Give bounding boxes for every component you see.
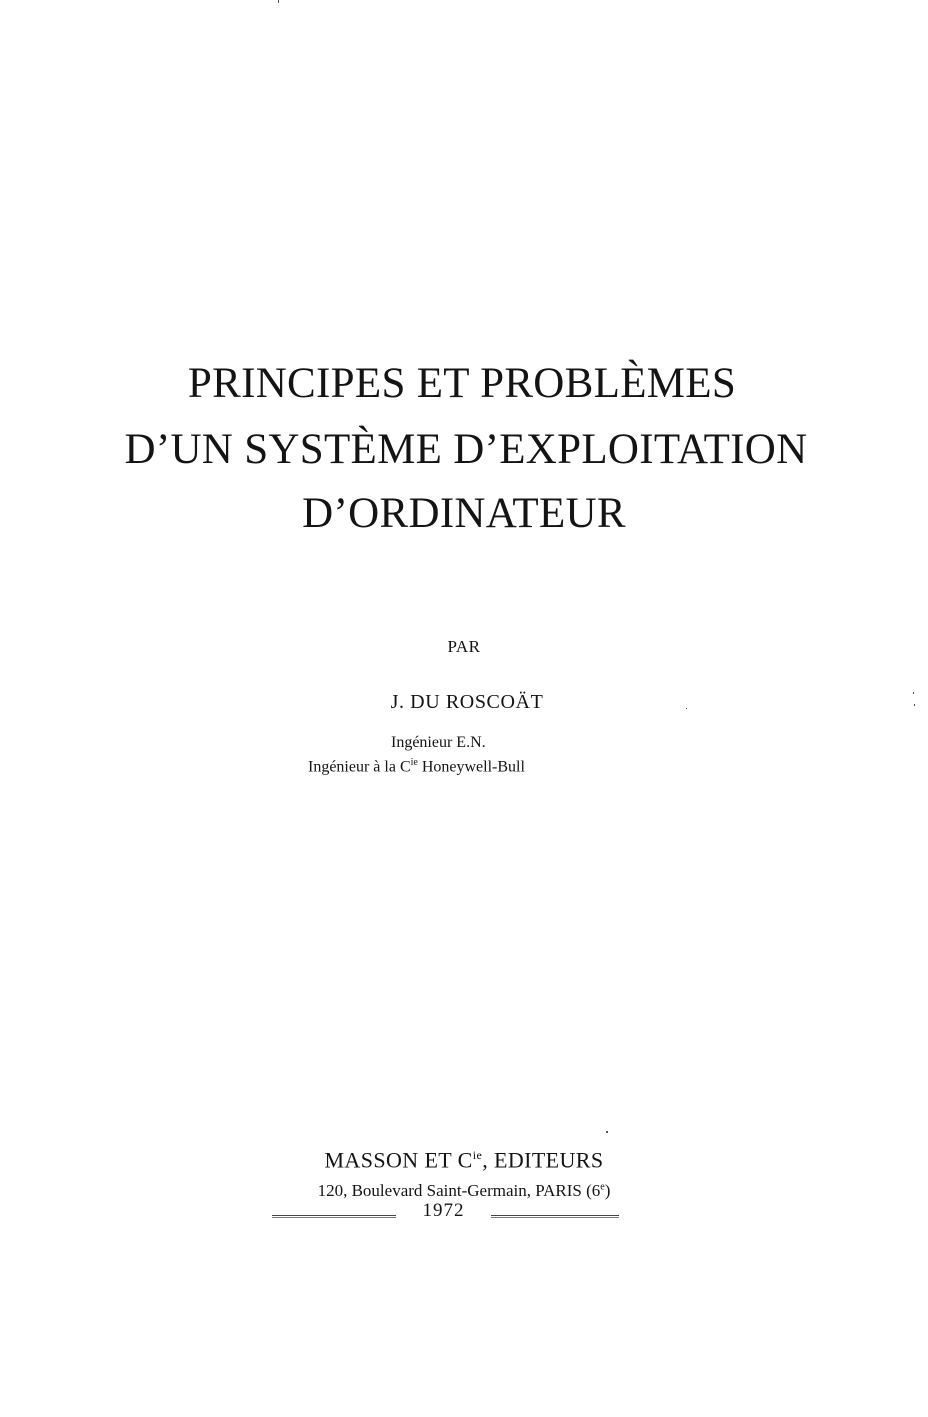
divider-right bbox=[491, 1215, 619, 1218]
publisher-name-superscript: ie bbox=[472, 1148, 483, 1162]
scan-speck bbox=[913, 692, 914, 694]
divider-left bbox=[272, 1215, 396, 1218]
author-name: J. DU ROSCOÄT bbox=[390, 691, 544, 713]
title-line-1: PRINCIPES ET PROBLÈMES bbox=[187, 360, 737, 407]
publisher-name bbox=[0, 1149, 928, 1171]
title-line-2: D’UN SYSTÈME D’EXPLOITATION bbox=[124, 426, 808, 473]
publisher-name-suffix: , EDITEURS bbox=[482, 1147, 604, 1173]
scan-speck bbox=[914, 704, 915, 706]
credential-2-suffix: Honeywell-Bull bbox=[417, 758, 525, 776]
publisher-name-prefix: MASSON ET C bbox=[324, 1147, 473, 1173]
scan-speck bbox=[278, 0, 279, 3]
byline: PAR bbox=[447, 637, 481, 656]
credential-2-prefix: Ingénieur à la C bbox=[308, 758, 411, 776]
year-row bbox=[272, 1201, 620, 1227]
scan-speck bbox=[606, 1131, 608, 1133]
credential-2-superscript: ie bbox=[410, 757, 418, 768]
scan-speck bbox=[686, 708, 687, 709]
author-credential-1: Ingénieur E.N. bbox=[391, 734, 486, 751]
publication-year: 1972 bbox=[422, 1200, 465, 1221]
author-credential-2 bbox=[308, 758, 525, 775]
address-suffix: ) bbox=[604, 1181, 611, 1200]
publisher-address bbox=[0, 1182, 928, 1199]
title-line-3: D’ORDINATEUR bbox=[302, 490, 626, 537]
address-prefix: 120, Boulevard Saint-Germain, PARIS (6 bbox=[317, 1181, 601, 1200]
address-superscript: e bbox=[600, 1181, 605, 1193]
